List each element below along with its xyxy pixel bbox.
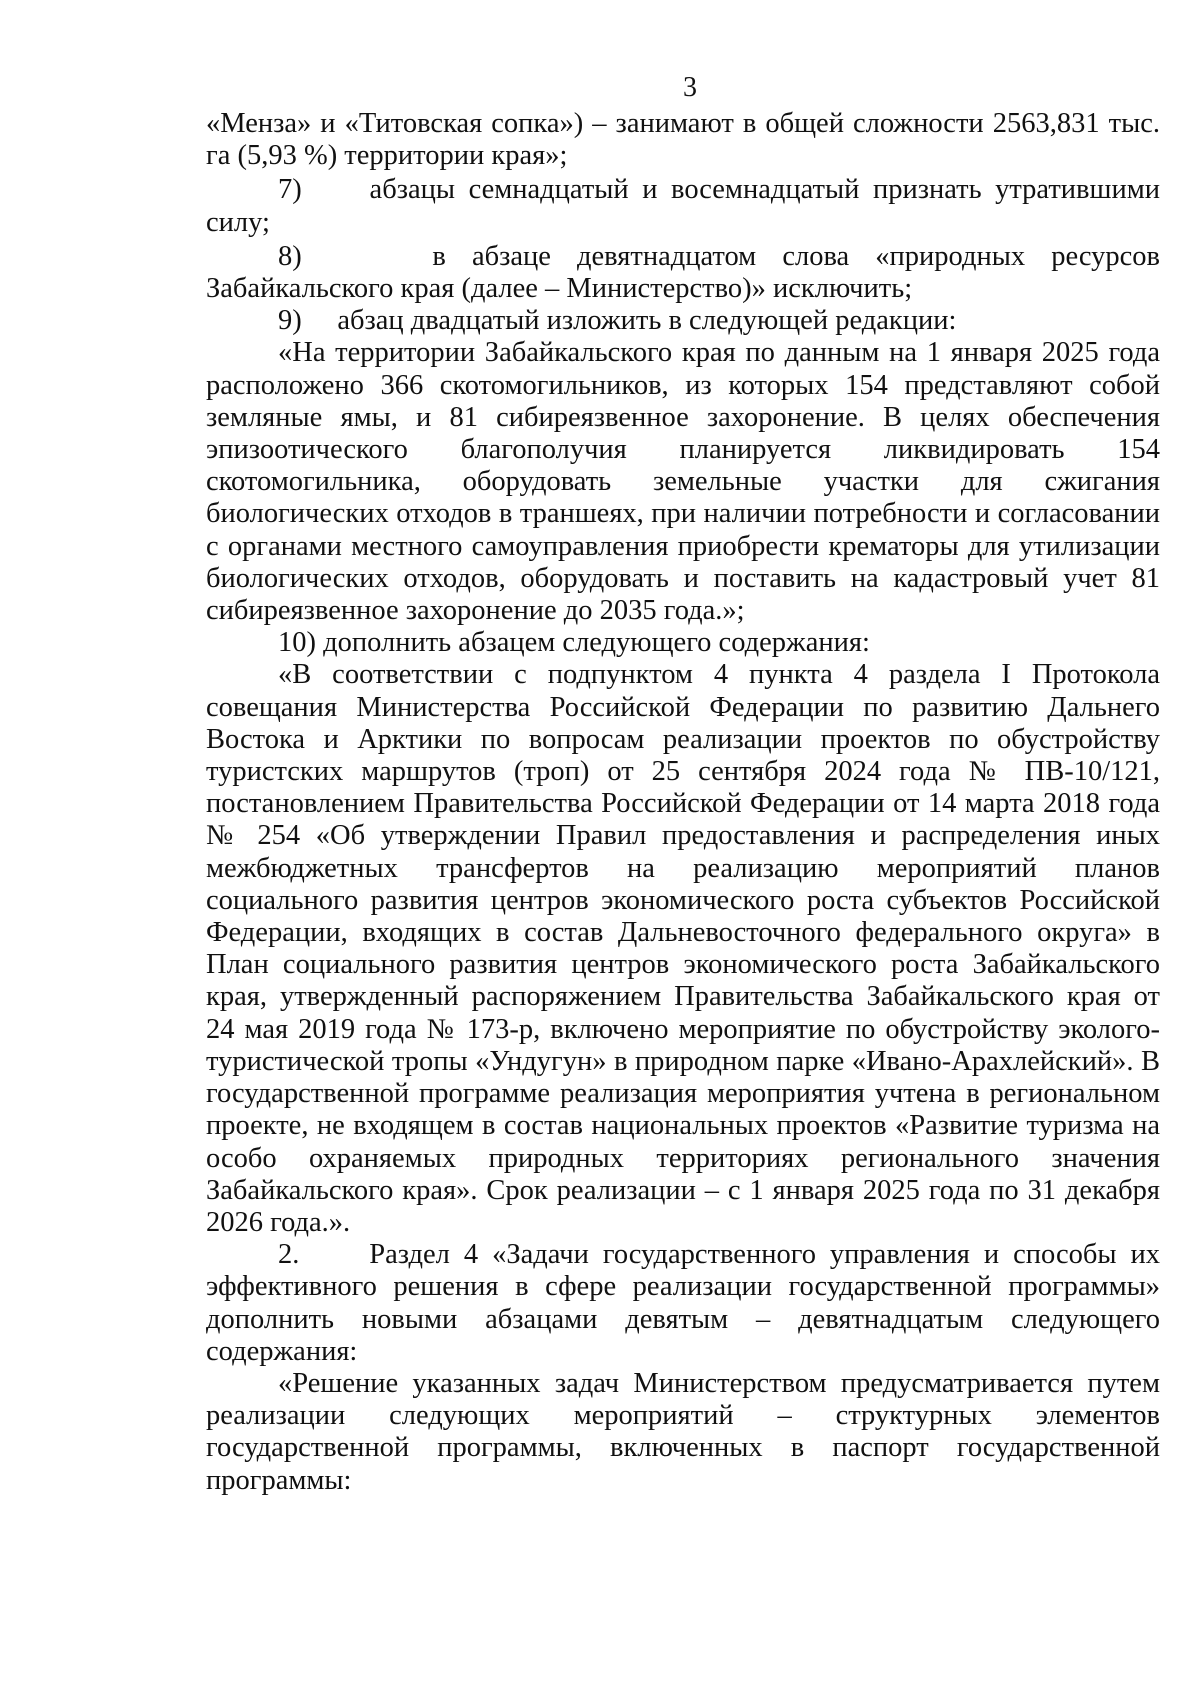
paragraph-item-9: 9) абзац двадцатый изложить в следующей редакции: [278,305,957,337]
paragraph-section-2: 2. Раздел 4 «Задачи государственного управления и способы их эффективного решения в сфере реализации государственной программы» дополнить новыми абзацами девятым – девятнадцатым следующего содержания: [206,1239,1160,1367]
paragraph-continuation: «Менза» и «Титовская сопка») – занимают в общей сложности 2563,831 тыс. га (5,93 %) территории края»; [206,108,1160,172]
paragraph-item-10: 10) дополнить абзацем следующего содержания: [278,627,870,659]
paragraph-quote-eco-trail: «В соответствии с подпунктом 4 пункта 4 раздела I Протокола совещания Министерства Российской Федерации по развитию Дальнего Востока и Арктики по вопросам реализации проектов по обустройству туристских маршрутов (троп) от 25 сентября 2024 года № ПВ-10/121, постановлением Правительства Российской Федерации от 14 марта 2018 года № 254 «Об утверждении Правил предоставления и распределения иных межбюджетных трансфертов на реализацию мероприятий планов социального развития центров экономического роста субъектов Российской Федерации, входящих в состав Дальневосточного федерального округа» в План социального развития центров экономического роста Забайкальского края, утвержденный распоряжением Правительства Забайкальского края от 24 мая 2019 года № 173-р, включено мероприятие по обустройству эколого-туристической тропы «Ундугун» в природном парке «Ивано-Арахлейский». В государственной программе реализация мероприятия учтена в региональном проекте, не входящем в состав национальных проектов «Развитие туризма на особо охраняемых природных территориях регионального значения Забайкальского края». Срок реализации – с 1 января 2025 года по 31 декабря 2026 года.». [206,659,1160,1238]
paragraph-item-8: 8) в абзаце девятнадцатом слова «природных ресурсов Забайкальского края (далее – Министерство)» исключить; [206,240,1160,305]
paragraph-quote-tasks: «Решение указанных задач Министерством предусматривается путем реализации следующих мероприятий – структурных элементов государственной программы, включенных в паспорт государственной программы: [206,1367,1160,1496]
page-number: 3 [683,72,697,103]
document-body [206,108,1160,1497]
paragraph-quote-burial-grounds: «На территории Забайкальского края по данным на 1 января 2025 года расположено 366 скотомогильников, из которых 154 представляют собой земляные ямы, и 81 сибиреязвенное захоронение. В целях обеспечения эпизоотического благополучия планируется ликвидировать 154 скотомогильника, оборудовать земельные участки для сжигания биологических отходов в траншеях, при наличии потребности и согласовании с органами местного самоуправления приобрести крематоры для утилизации биологических отходов, оборудовать и поставить на кадастровый учет 81 сибиреязвенное захоронение до 2035 года.»; [206,337,1160,627]
paragraph-item-7: 7) абзацы семнадцатый и восемнадцатый признать утратившими силу; [206,174,1160,238]
